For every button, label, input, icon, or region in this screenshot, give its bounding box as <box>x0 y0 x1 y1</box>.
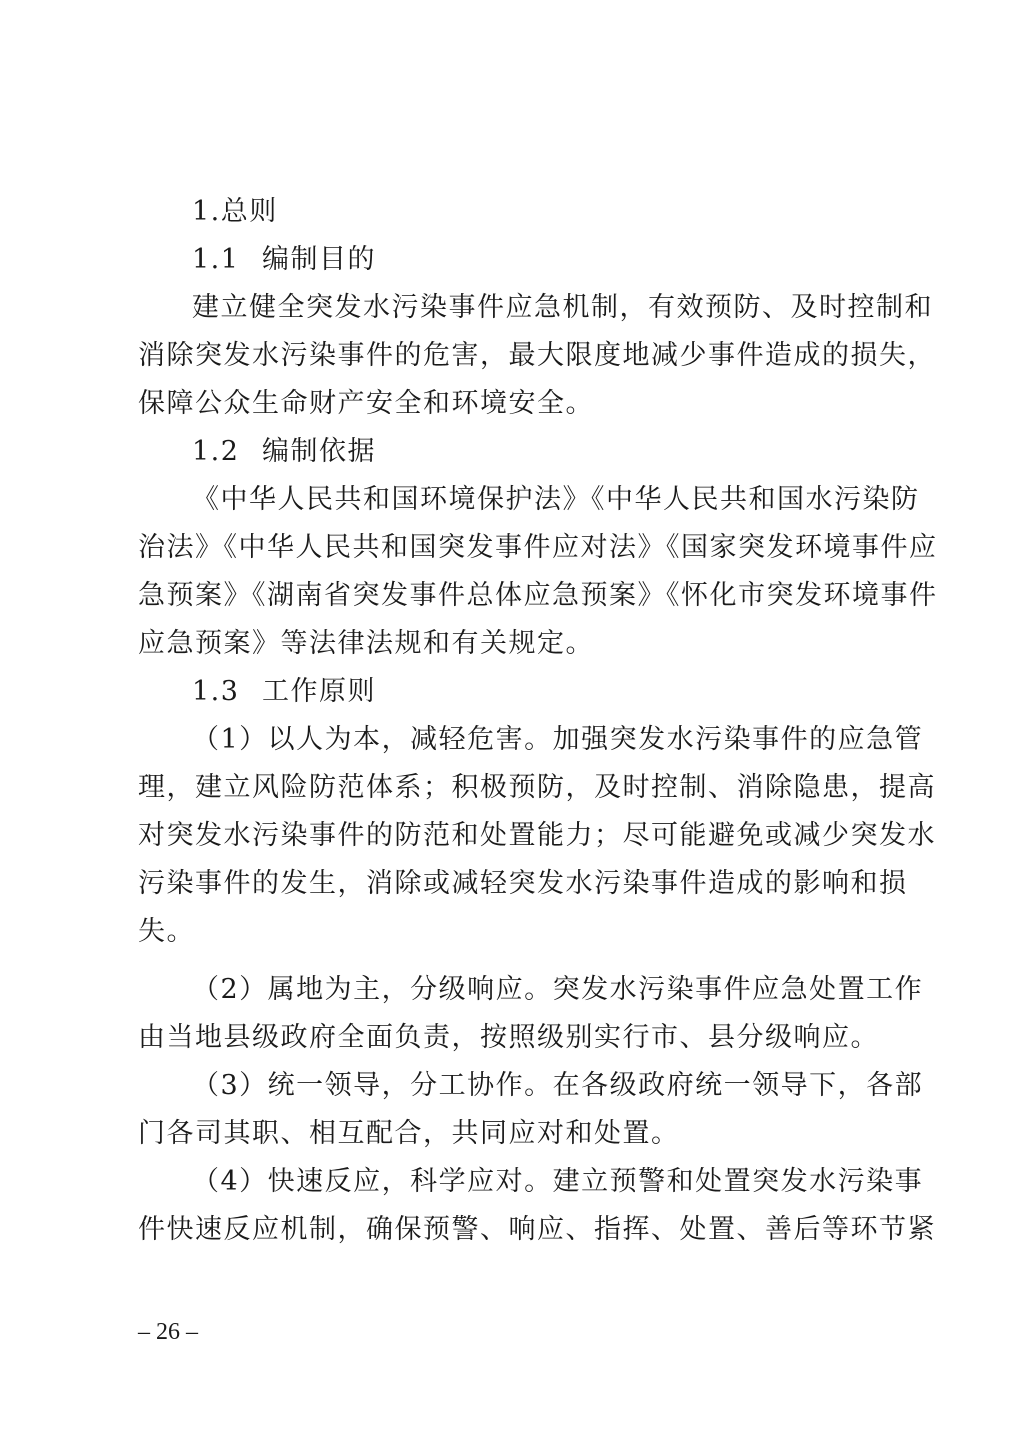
document-body <box>138 188 938 1254</box>
section-1-2-title: 编制依据 <box>262 436 376 467</box>
paragraph-line: （4）快速反应，科学应对。建立预警和处置突发水污染事 <box>192 1166 924 1197</box>
page-number: – 26 – <box>138 1319 198 1345</box>
section-1-3-title: 工作原则 <box>262 676 376 707</box>
section-1-3-number: 1.3 <box>192 676 240 707</box>
paragraph-line: 理，建立风险防范体系；积极预防，及时控制、消除隐患，提高 <box>138 772 936 803</box>
paragraph-line: 消除突发水污染事件的危害，最大限度地减少事件造成的损失， <box>138 340 936 371</box>
paragraph-line: 对突发水污染事件的防范和处置能力；尽可能避免或减少突发水 <box>138 820 936 851</box>
section-1-1-heading <box>138 236 898 284</box>
section-1-2-number: 1.2 <box>192 436 240 467</box>
paragraph-line: 急预案》《湖南省突发事件总体应急预案》《怀化市突发环境事件 <box>138 580 938 611</box>
paragraph-line: 建立健全突发水污染事件应急机制，有效预防、及时控制和 <box>192 292 933 323</box>
paragraph-gap <box>138 956 898 966</box>
paragraph-line: 《中华人民共和国环境保护法》《中华人民共和国水污染防 <box>192 484 920 515</box>
paragraph-line: 应急预案》等法律法规和有关规定。 <box>138 628 594 659</box>
section-1-1-title: 编制目的 <box>262 244 376 275</box>
paragraph-line: 件快速反应机制，确保预警、响应、指挥、处置、善后等环节紧 <box>138 1214 936 1245</box>
section-1-heading: 1.总则 <box>192 196 278 227</box>
paragraph-line: （3）统一领导，分工协作。在各级政府统一领导下，各部 <box>192 1070 924 1101</box>
paragraph-line: 由当地县级政府全面负责，按照级别实行市、县分级响应。 <box>138 1022 879 1053</box>
section-1-1-number: 1.1 <box>192 244 240 275</box>
paragraph-line: （2）属地为主，分级响应。突发水污染事件应急处置工作 <box>192 974 924 1005</box>
paragraph-line: 门各司其职、相互配合，共同应对和处置。 <box>138 1118 680 1149</box>
section-1-2-heading <box>138 428 898 476</box>
paragraph-line: 污染事件的发生，消除或减轻突发水污染事件造成的影响和损 <box>138 868 908 899</box>
paragraph-line: （1）以人为本，减轻危害。加强突发水污染事件的应急管 <box>192 724 924 755</box>
paragraph-line: 保障公众生命财产安全和环境安全。 <box>138 388 594 419</box>
paragraph-line: 失。 <box>138 916 195 947</box>
paragraph-line: 治法》《中华人民共和国突发事件应对法》《国家突发环境事件应 <box>138 532 938 563</box>
section-1-3-heading <box>138 668 898 716</box>
